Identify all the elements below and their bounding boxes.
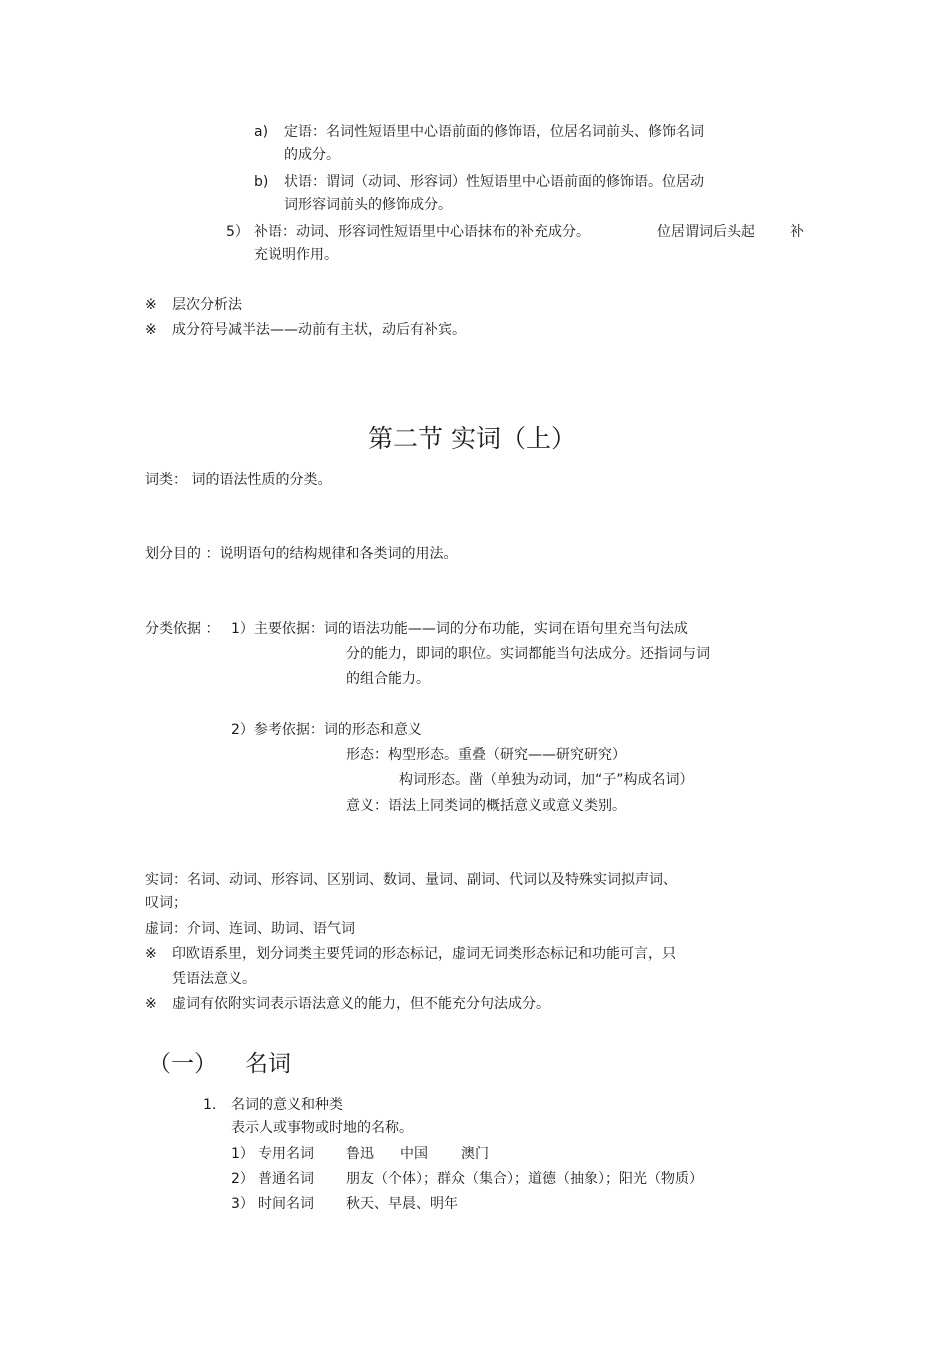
subsection-title: 名词 xyxy=(245,1051,291,1077)
definition-complement-line1b: 位居谓词后头起 xyxy=(657,224,755,240)
classification-basis-label: 分类依据 ： xyxy=(145,621,220,637)
main-basis-line1: 1）主要依据：词的语法功能——词的分布功能，实词在语句里充当句法成 xyxy=(231,621,688,637)
list-marker-a: a) xyxy=(254,124,269,140)
reference-basis: 2）参考依据：词的形态和意义 xyxy=(231,722,422,738)
note-mark: ※ xyxy=(145,946,157,962)
row-number: 2） xyxy=(231,1171,254,1187)
note-hierarchy-analysis: 层次分析法 xyxy=(172,297,242,313)
form-derivational: 构词形态。凿（单独为动词，加“子”构成名词） xyxy=(399,772,694,788)
definition-complement-line1a: 补语：动词、形容词性短语里中心语抹布的补充成分。 xyxy=(254,224,590,240)
item-number: 1. xyxy=(203,1097,217,1113)
definition-attributive-line2: 的成分。 xyxy=(284,147,340,163)
example-word: 中国 xyxy=(400,1146,428,1162)
noun-type-label: 专用名词 xyxy=(258,1146,314,1162)
form-inflectional: 形态：构型形态。重叠（研究——研究研究） xyxy=(346,747,626,763)
row-number: 3） xyxy=(231,1196,254,1212)
main-basis-line3: 的组合能力。 xyxy=(346,671,430,687)
example-text: 秋天、早晨、明年 xyxy=(346,1196,458,1212)
list-marker-b: b) xyxy=(254,174,269,190)
note-mark: ※ xyxy=(145,996,157,1012)
item-title: 名词的意义和种类 xyxy=(231,1097,343,1113)
definition-adverbial-line1: 状语：谓词（动词、形容词）性短语里中心语前面的修饰语。位居动 xyxy=(284,174,704,190)
definition-adverbial-line2: 词形容词前头的修饰成分。 xyxy=(284,197,452,213)
noun-description: 表示人或事物或时地的名称。 xyxy=(231,1120,413,1136)
noun-type-label: 普通名词 xyxy=(258,1171,314,1187)
subsection-number: （一） xyxy=(148,1051,217,1077)
example-word: 鲁迅 xyxy=(346,1146,374,1162)
note-mark: ※ xyxy=(145,297,157,313)
row-number: 1） xyxy=(231,1146,254,1162)
note-function-words: 虚词有依附实词表示语法意义的能力，但不能充分句法成分。 xyxy=(172,996,550,1012)
content-words-line2: 叹词； xyxy=(145,895,187,911)
list-marker-5: 5） xyxy=(226,224,249,240)
classification-purpose: 划分目的 ：说明语句的结构规律和各类词的用法。 xyxy=(145,546,458,562)
note-indo-european-line1: 印欧语系里，划分词类主要凭词的形态标记，虚词无词类形态标记和功能可言，只 xyxy=(172,946,676,962)
example-word: 澳门 xyxy=(461,1146,489,1162)
note-indo-european-line2: 凭语法意义。 xyxy=(172,971,256,987)
noun-type-label: 时间名词 xyxy=(258,1196,314,1212)
meaning-basis: 意义：语法上同类词的概括意义或意义类别。 xyxy=(346,798,626,814)
main-basis-line2: 分的能力，即词的职位。实词都能当句法成分。还指词与词 xyxy=(346,646,710,662)
note-mark: ※ xyxy=(145,322,157,338)
definition-complement-line1c: 补 xyxy=(790,224,804,240)
note-component-symbol-method: 成分符号减半法——动前有主状，动后有补宾。 xyxy=(172,322,466,338)
section-title: 第二节 实词（上） xyxy=(368,424,576,453)
definition-attributive-line1: 定语：名词性短语里中心语前面的修饰语，位居名词前头、修饰名词 xyxy=(284,124,704,140)
content-words-line1: 实词：名词、动词、形容词、区别词、数词、量词、副词、代词以及特殊实词拟声词、 xyxy=(145,872,677,888)
example-text: 朋友（个体）；群众（集合）；道德（抽象）；阳光（物质） xyxy=(346,1171,703,1187)
definition-complement-line2: 充说明作用。 xyxy=(254,247,338,263)
definition-word-class: 词类： 词的语法性质的分类。 xyxy=(145,472,332,488)
function-words: 虚词：介词、连词、助词、语气词 xyxy=(145,921,355,937)
